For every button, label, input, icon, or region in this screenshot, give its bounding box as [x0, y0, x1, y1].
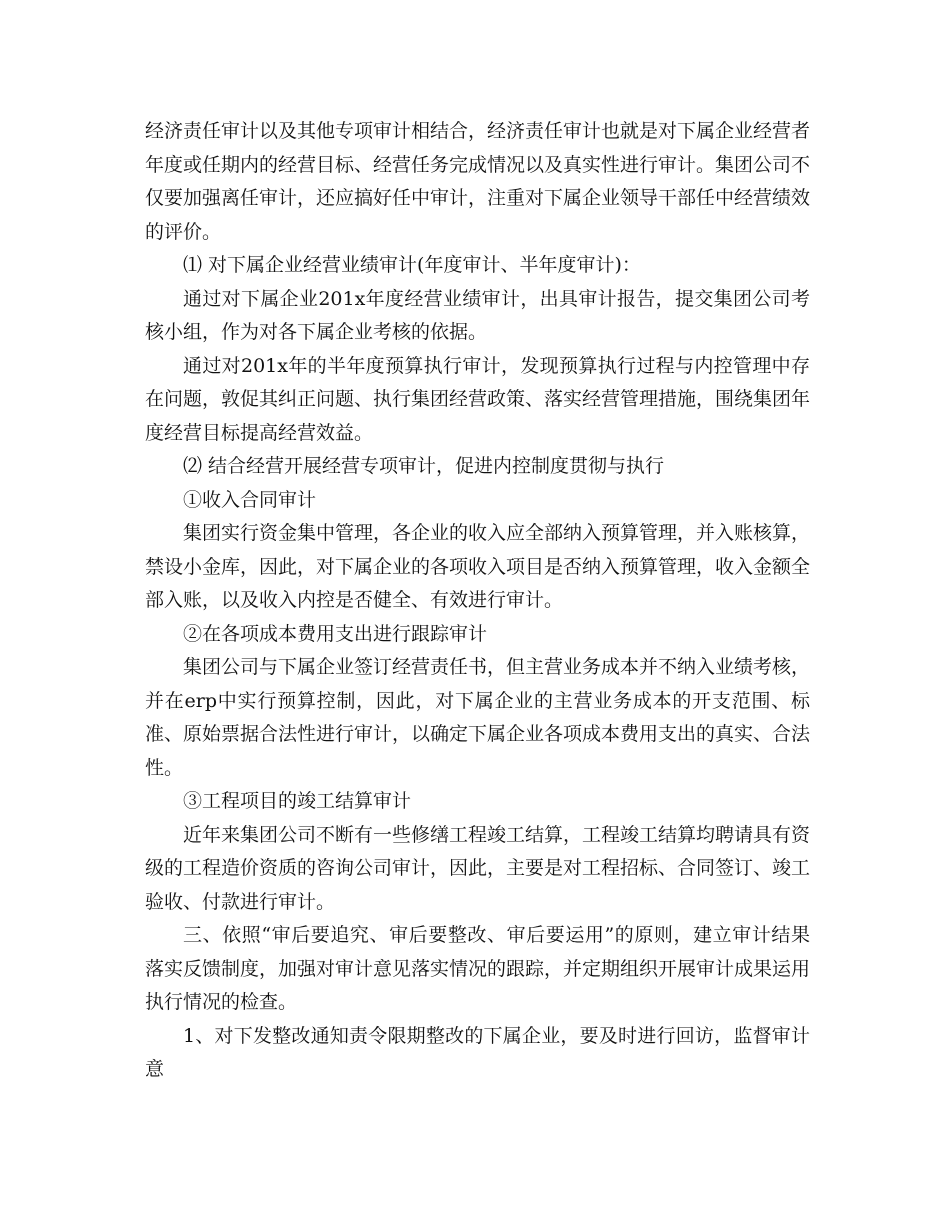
- paragraph-13: 1、对下发整改通知责令限期整改的下属企业，要及时进行回访，监督审计意: [145, 1024, 810, 1080]
- paragraph-3: 通过对下属企业201x年度经营业绩审计，出具审计报告，提交集团公司考核小组，作为对各下属企业考核的依据。: [145, 287, 810, 343]
- paragraph-5: ⑵ 结合经营开展经营专项审计，促进内控制度贯彻与执行: [183, 455, 665, 477]
- document-body: [145, 115, 810, 1087]
- paragraph-1: 经济责任审计以及其他专项审计相结合，经济责任审计也就是对下属企业经营者年度或任期内的经营目标、经营任务完成情况以及真实性进行审计。集团公司不仅要加强离任审计，还应搞好任中审计，注重对下属企业领导干部任中经营绩效的评价。: [145, 120, 811, 243]
- paragraph-10: ③工程项目的竣工结算审计: [183, 790, 412, 812]
- paragraph-11: 近年来集团公司不断有一些修缮工程竣工结算，工程竣工结算均聘请具有资级的工程造价资质的咨询公司审计，因此，主要是对工程招标、合同签订、竣工验收、付款进行审计。: [145, 823, 811, 913]
- paragraph-8: ②在各项成本费用支出进行跟踪审计: [183, 622, 488, 645]
- paragraph-2: ⑴ 对下属企业经营业绩审计(年度审计、半年度审计)：: [183, 254, 641, 276]
- paragraph-9: 集团公司与下属企业签订经营责任书，但主营业务成本并不纳入业绩考核，并在erp中实行预算控制，因此，对下属企业的主营业务成本的开支范围、标准、原始票据合法性进行审计，以确定下属企业各项成本费用支出的真实、合法性。: [145, 656, 811, 779]
- paragraph-7: 集团实行资金集中管理，各企业的收入应全部纳入预算管理，并入账核算，禁设小金库，因此，对下属企业的各项收入项目是否纳入预算管理，收入金额全部入账，以及收入内控是否健全、有效进行审计。: [145, 522, 811, 611]
- paragraph-6: ①收入合同审计: [183, 488, 317, 511]
- paragraph-12: 三、依照“审后要追究、审后要整改、审后要运用”的原则，建立审计结果落实反馈制度，加强对审计意见落实情况的跟踪，并定期组织开展审计成果运用执行情况的检查。: [145, 924, 811, 1013]
- paragraph-4: 通过对201x年的半年度预算执行审计，发现预算执行过程与内控管理中存在问题，敦促其纠正问题、执行集团经营政策、落实经营管理措施，围绕集团年度经营目标提高经营效益。: [145, 354, 811, 444]
